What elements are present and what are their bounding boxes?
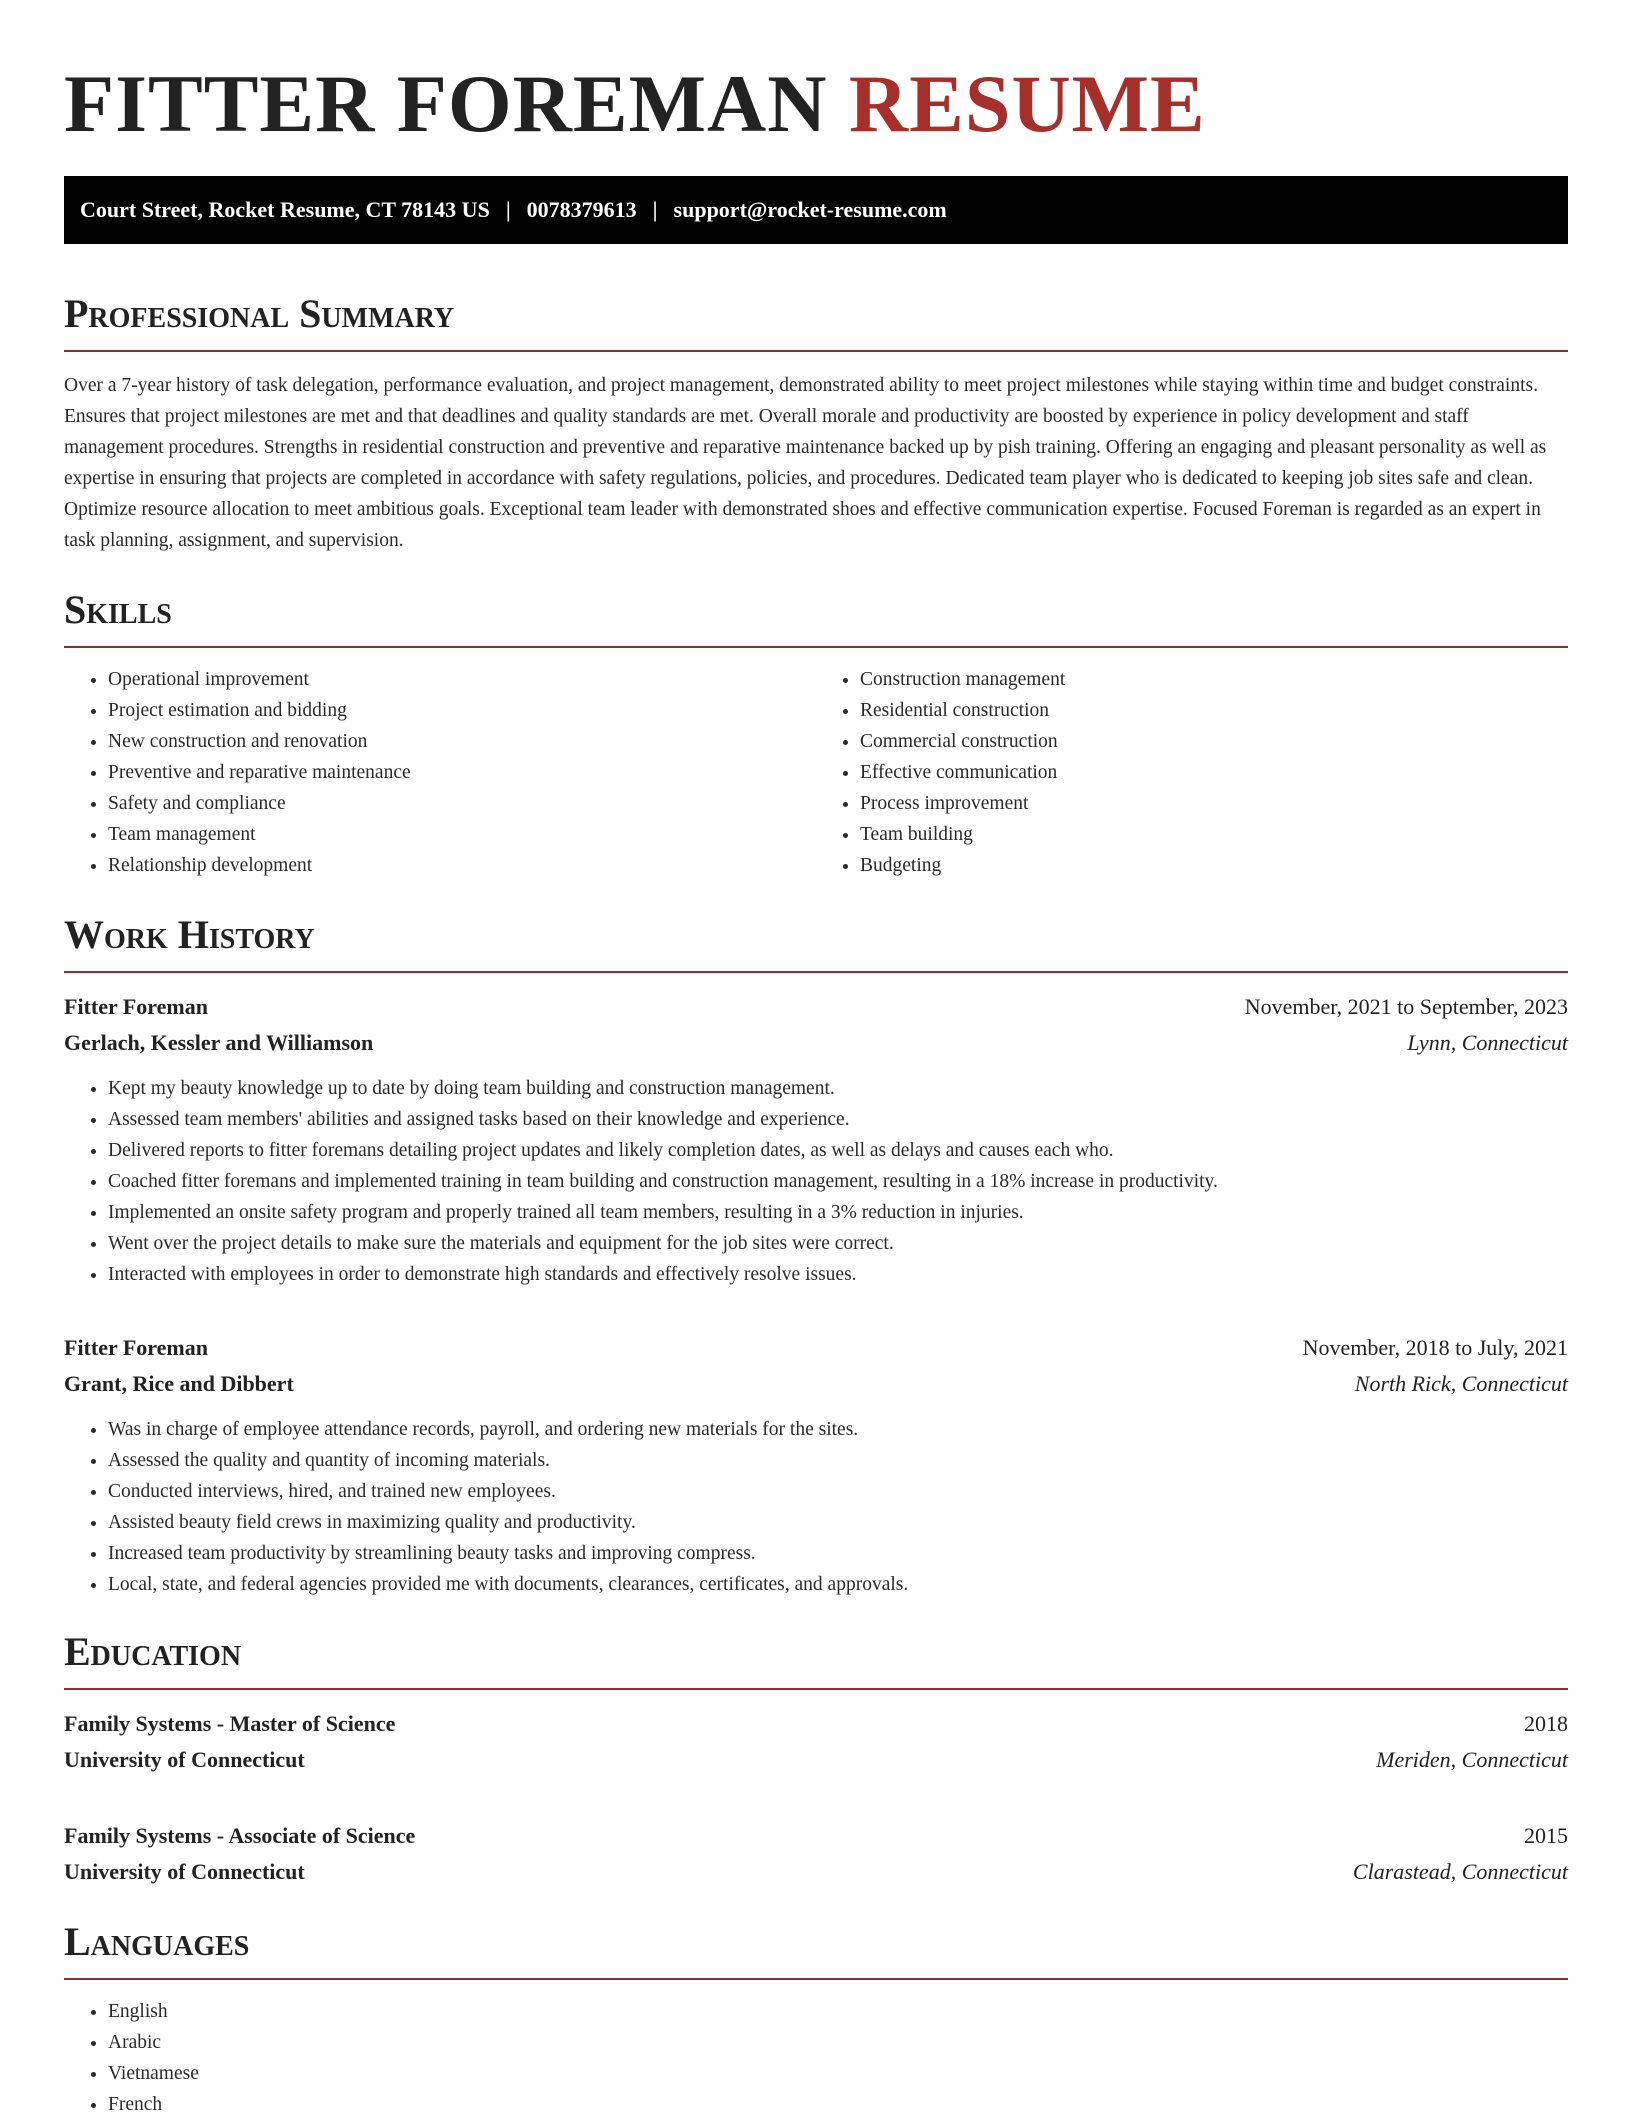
languages-list (64, 1996, 1568, 2120)
education-section (64, 1628, 1568, 1890)
skills-grid (64, 664, 1568, 881)
skill-item: • Commercial construction (860, 726, 1568, 757)
language-item: • Vietnamese (108, 2058, 1568, 2089)
skills-list-left (64, 664, 816, 881)
skill-item: • Project estimation and bidding (108, 695, 816, 726)
education-degree: Family Systems - Master of Science (64, 1711, 396, 1736)
education-school: University of Connecticut (64, 1747, 305, 1772)
contact-phone: 0078379613 (526, 197, 637, 222)
education-year: 2015 (1524, 1823, 1568, 1848)
job-bullets (64, 1414, 1568, 1600)
summary-text: Over a 7-year history of task delegation, performance evaluation, and project management, demonstrated ability to meet project milestones while staying within time and budget constraints. Ensures that project milestones are met and that deadlines and quality standards are met. Overall morale and productivity are boosted by experience in policy development and staff management procedures. Strengths in residential construction and preventive and reparative maintenance backed up by pish training. Offering an engaging and pleasant personality as well as expertise in ensuring that projects are completed in accordance with safety regulations, policies, and procedures. Dedicated team player who is dedicated to keeping job sites safe and clean. Optimize resource allocation to meet ambitious goals. Exceptional team leader with demonstrated shoes and effective communication expertise. Focused Foreman is regarded as an expert in task planning, assignment, and supervision. (64, 375, 1547, 551)
section-heading-education: Education (64, 1628, 1568, 1690)
education-entry (64, 1818, 1568, 1890)
job-title: Fitter Foreman (64, 1335, 208, 1360)
title-main: FITTER FOREMAN (64, 58, 828, 149)
job-bullet: • Increased team productivity by streamlining beauty tasks and improving compress. (108, 1538, 1568, 1569)
skill-item: • Construction management (860, 664, 1568, 695)
skill-item: • Team building (860, 819, 1568, 850)
language-item: • English (108, 1996, 1568, 2027)
languages-section (64, 1918, 1568, 2120)
job-location: Lynn, Connecticut (1407, 1030, 1568, 1055)
job-bullet: • Local, state, and federal agencies provided me with documents, clearances, certificates, and approvals. (108, 1569, 1568, 1600)
job-bullet: • Delivered reports to fitter foremans detailing project updates and likely completion dates, as well as delays and causes each who. (108, 1135, 1568, 1166)
contact-separator: | (505, 197, 511, 222)
skills-list-right (816, 664, 1568, 881)
job-bullet: • Implemented an onsite safety program and properly trained all team members, resulting in a 3% reduction in injuries. (108, 1197, 1568, 1228)
job-bullet: • Kept my beauty knowledge up to date by doing team building and construction management. (108, 1073, 1568, 1104)
job-dates: November, 2018 to July, 2021 (1302, 1335, 1568, 1360)
summary-section (64, 290, 1568, 556)
skills-section (64, 586, 1568, 881)
contact-email: support@rocket-resume.com (673, 197, 947, 222)
language-item: • Arabic (108, 2027, 1568, 2058)
contact-address: Court Street, Rocket Resume, CT 78143 US (80, 197, 490, 222)
job-bullet: • Went over the project details to make sure the materials and equipment for the job sites were correct. (108, 1228, 1568, 1259)
job-bullet: • Was in charge of employee attendance records, payroll, and ordering new materials for the sites. (108, 1414, 1568, 1445)
skill-item: • Budgeting (860, 850, 1568, 881)
skill-item: • Residential construction (860, 695, 1568, 726)
job-bullet: • Assessed the quality and quantity of incoming materials. (108, 1445, 1568, 1476)
education-school: University of Connecticut (64, 1859, 305, 1884)
education-degree: Family Systems - Associate of Science (64, 1823, 416, 1848)
job-title: Fitter Foreman (64, 994, 208, 1019)
job-entry (64, 989, 1568, 1290)
job-bullet: • Assessed team members' abilities and assigned tasks based on their knowledge and experience. (108, 1104, 1568, 1135)
job-bullet: • Assisted beauty field crews in maximizing quality and productivity. (108, 1507, 1568, 1538)
section-heading-skills: Skills (64, 586, 1568, 648)
title-accent: RESUME (848, 58, 1206, 149)
job-dates: November, 2021 to September, 2023 (1244, 994, 1568, 1019)
education-location: Clarastead, Connecticut (1352, 1859, 1568, 1884)
section-heading-summary: Professional Summary (64, 290, 1568, 352)
job-company: Grant, Rice and Dibbert (64, 1371, 294, 1396)
job-entry (64, 1330, 1568, 1600)
job-bullet: • Coached fitter foremans and implemented training in team building and construction management, resulting in a 18% increase in productivity. (108, 1166, 1568, 1197)
skill-item: • Effective communication (860, 757, 1568, 788)
education-location: Meriden, Connecticut (1376, 1747, 1568, 1772)
skill-item: • Relationship development (108, 850, 816, 881)
skill-item: • Team management (108, 819, 816, 850)
job-bullet: • Conducted interviews, hired, and trained new employees. (108, 1476, 1568, 1507)
education-entry (64, 1706, 1568, 1778)
job-company: Gerlach, Kessler and Williamson (64, 1030, 374, 1055)
skill-item: • New construction and renovation (108, 726, 816, 757)
job-bullets (64, 1073, 1568, 1290)
skill-item: • Operational improvement (108, 664, 816, 695)
contact-separator: | (652, 197, 658, 222)
skill-item: • Preventive and reparative maintenance (108, 757, 816, 788)
resume-title (64, 0, 1568, 150)
work-history-section (64, 911, 1568, 1600)
job-location: North Rick, Connecticut (1354, 1371, 1568, 1396)
contact-bar (64, 176, 1568, 244)
section-heading-work-history: Work History (64, 911, 1568, 973)
section-heading-languages: Languages (64, 1918, 1568, 1980)
skill-item: • Safety and compliance (108, 788, 816, 819)
language-item: • French (108, 2089, 1568, 2120)
job-bullet: • Interacted with employees in order to demonstrate high standards and effectively resolve issues. (108, 1259, 1568, 1290)
education-year: 2018 (1524, 1711, 1568, 1736)
skill-item: • Process improvement (860, 788, 1568, 819)
